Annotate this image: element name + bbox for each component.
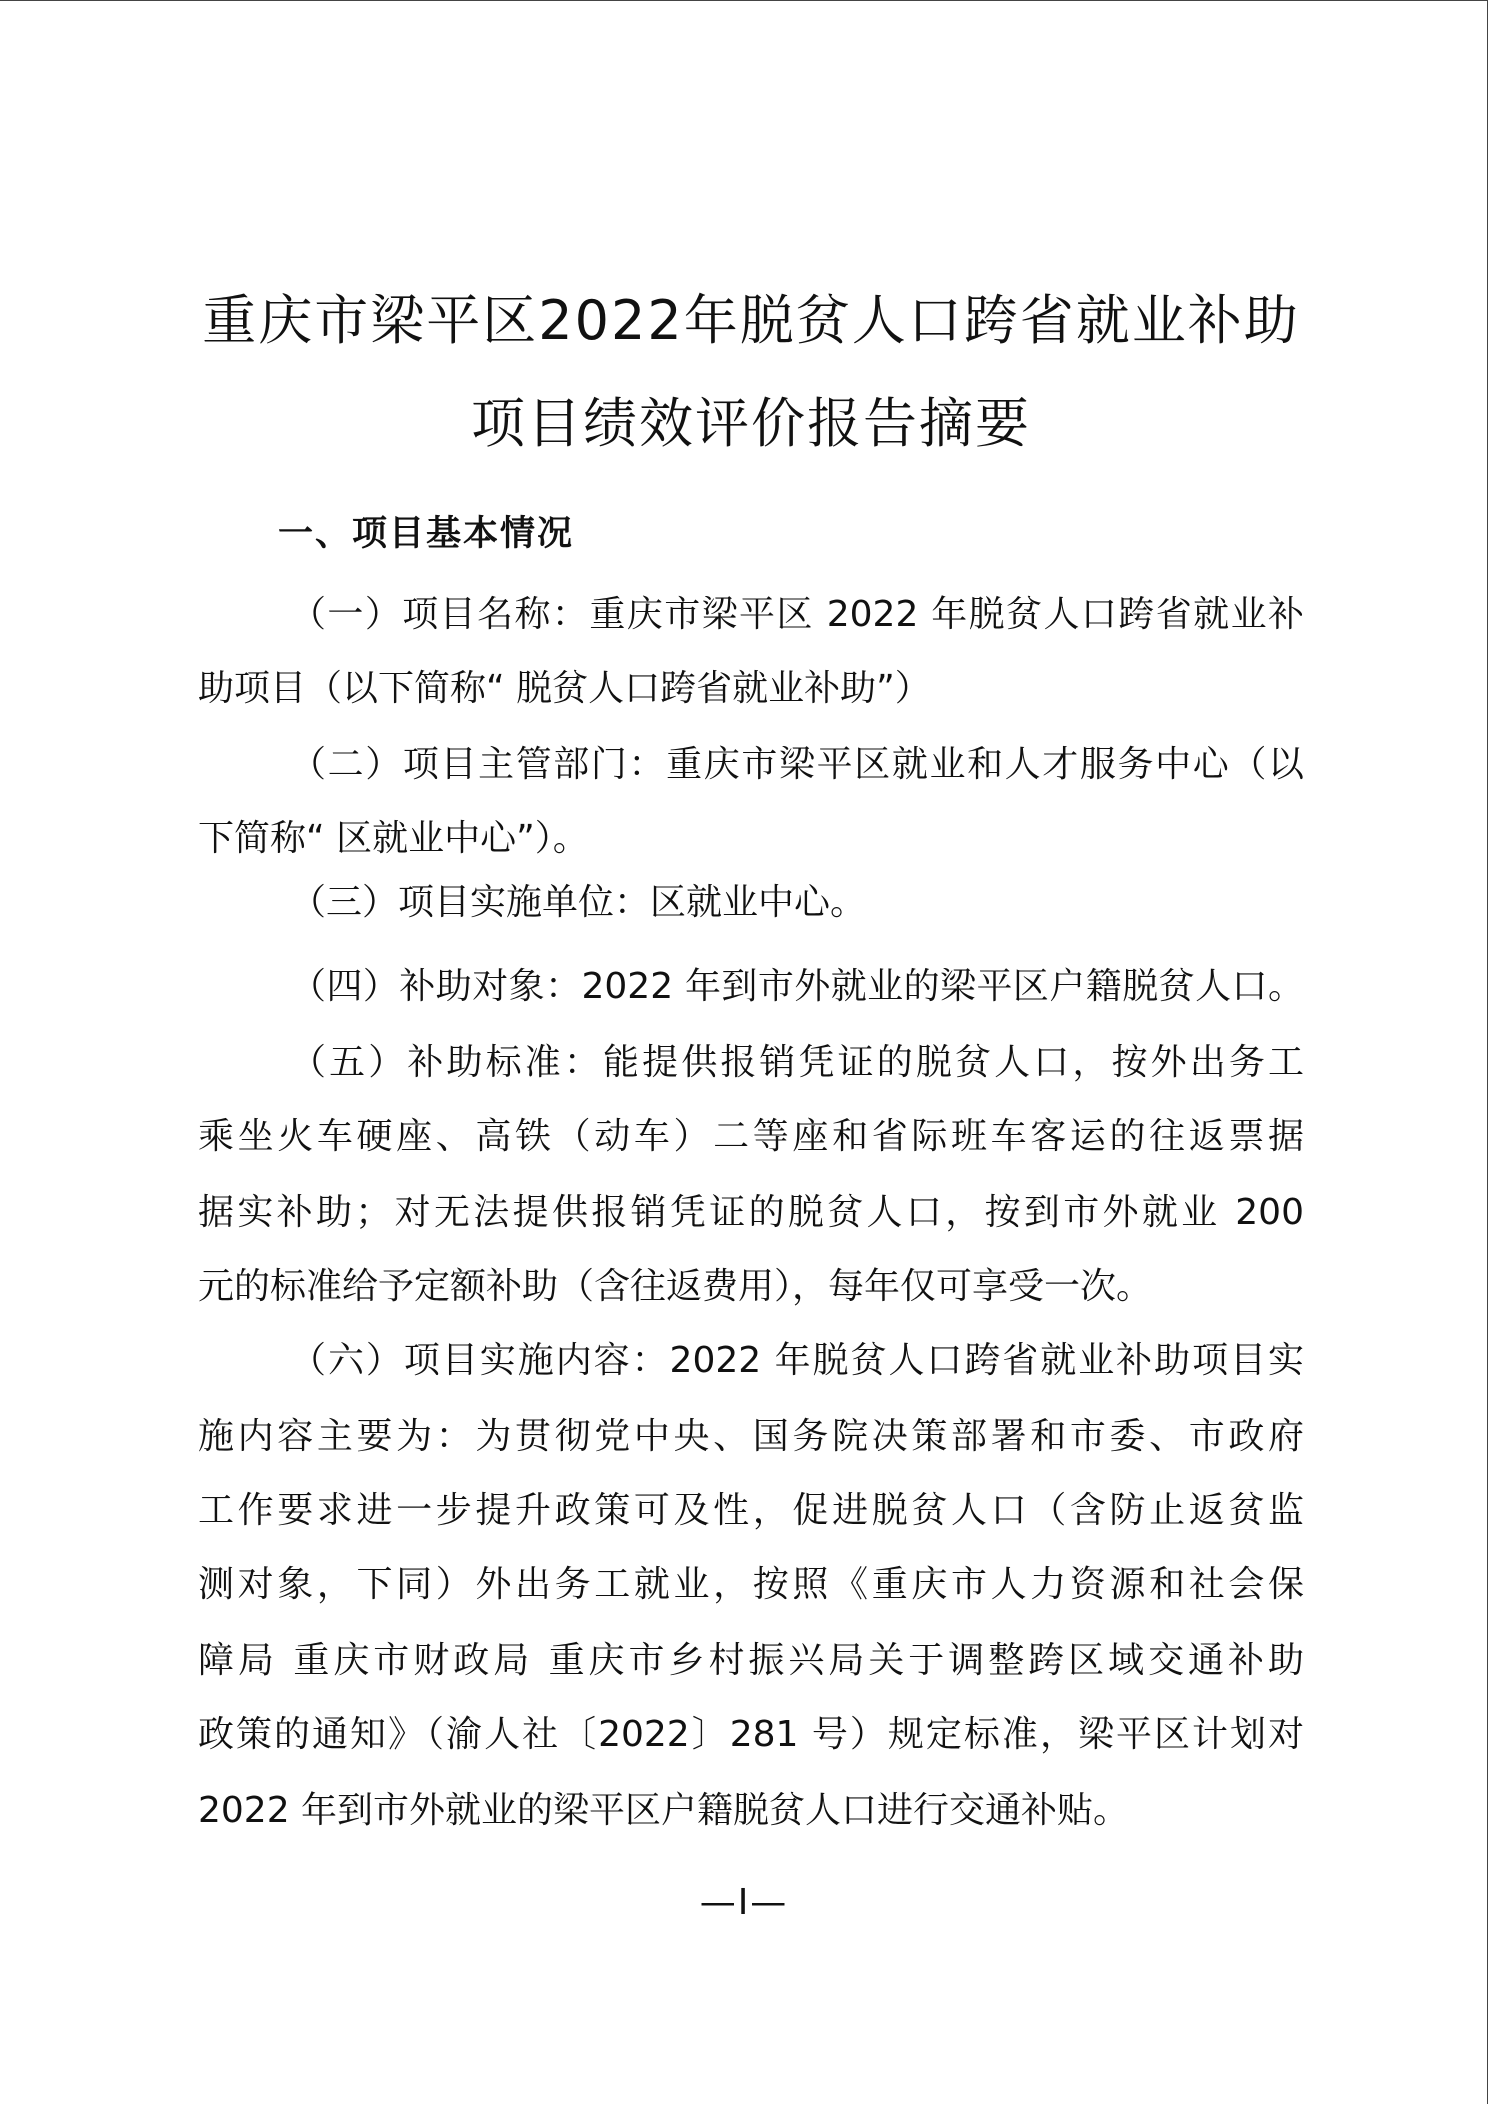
page-number: —I— [699, 1882, 789, 1923]
text-line-13: 工作要求进一步提升政策可及性，促进脱贫人口（含防止返贫监 [198, 1490, 1304, 1531]
text-line-3: （二）项目主管部门：重庆市梁平区就业和人才服务中心（以 [290, 744, 1304, 785]
text-line-17: 2022 年到市外就业的梁平区户籍脱贫人口进行交通补贴。 [198, 1790, 1130, 1831]
text-line-9: 据实补助；对无法提供报销凭证的脱贫人口，按到市外就业 200 [198, 1192, 1304, 1233]
text-line-1: （一）项目名称：重庆市梁平区 2022 年脱贫人口跨省就业补 [290, 594, 1304, 635]
text-line-11: （六）项目实施内容：2022 年脱贫人口跨省就业补助项目实 [290, 1340, 1304, 1381]
text-line-7: （五）补助标准：能提供报销凭证的脱贫人口，按外出务工 [290, 1042, 1304, 1083]
text-line-14: 测对象，下同）外出务工就业，按照《重庆市人力资源和社会保 [198, 1564, 1304, 1605]
document-title-line-2: 项目绩效评价报告摘要 [471, 392, 1031, 455]
document-title-line-1: 重庆市梁平区2022年脱贫人口跨省就业补助 [202, 289, 1300, 352]
text-line-5: （三）项目实施单位：区就业中心。 [290, 882, 867, 923]
text-line-2: 助项目（以下简称“ 脱贫人口跨省就业补助”） [198, 668, 931, 709]
text-line-6: （四）补助对象：2022 年到市外就业的梁平区户籍脱贫人口。 [290, 966, 1304, 1007]
section-heading: 一、项目基本情况 [278, 514, 575, 554]
text-line-10: 元的标准给予定额补助（含往返费用），每年仅可享受一次。 [198, 1266, 1153, 1307]
text-line-8: 乘坐火车硬座、高铁（动车）二等座和省际班车客运的往返票据 [198, 1116, 1304, 1157]
text-line-15: 障局 重庆市财政局 重庆市乡村振兴局关于调整跨区域交通补助 [198, 1640, 1304, 1681]
text-line-12: 施内容主要为：为贯彻党中央、国务院决策部署和市委、市政府 [198, 1416, 1304, 1457]
text-line-16: 政策的通知》（渝人社〔2022〕281 号）规定标准，梁平区计划对 [198, 1714, 1304, 1755]
text-line-4: 下简称“ 区就业中心”）。 [198, 818, 589, 859]
